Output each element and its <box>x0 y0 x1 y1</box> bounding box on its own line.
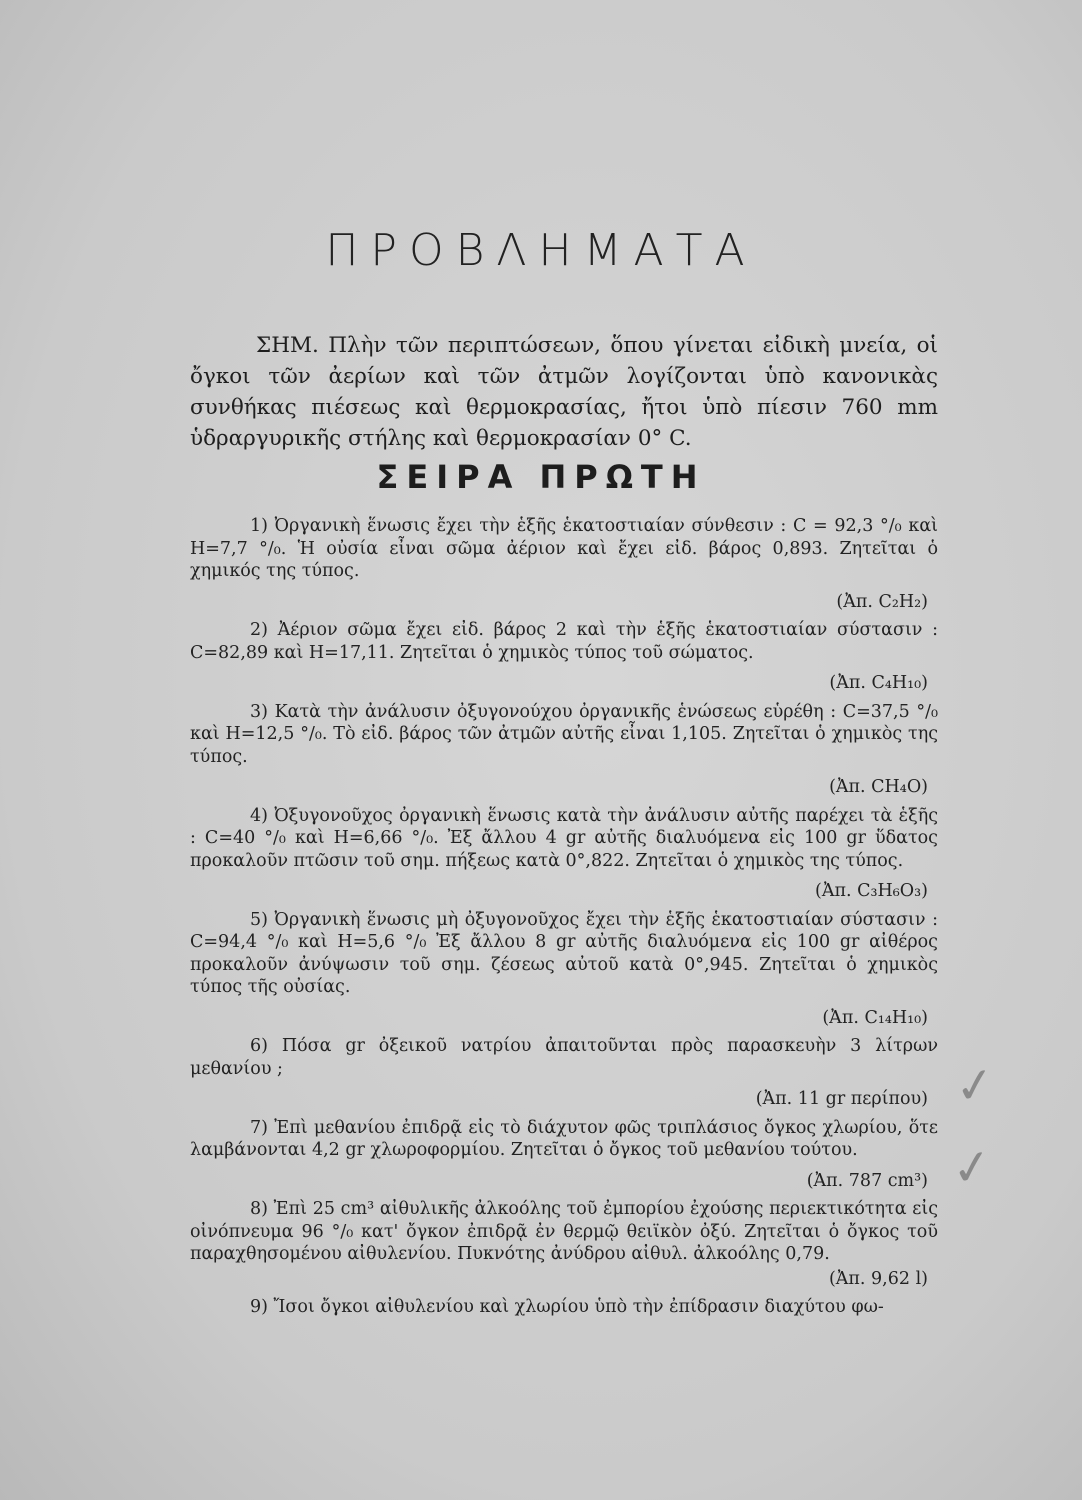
problem-text: 7) Ἐπὶ μεθανίου ἐπιδρᾷ εἰς τὸ διάχυτον φῶς τριπλάσιος ὄγκος χλωρίου, ὅτε λαμβάνονται 4,2 gr χλωροφορμίου. Ζητεῖται ὁ ὄγκος τοῦ μεθανίου τούτου. <box>190 1117 938 1160</box>
pencil-check-mark-icon: ✓ <box>951 1055 999 1117</box>
problem-text: 1) Ὀργανικὴ ἕνωσις ἔχει τὴν ἑξῆς ἑκατοστιαίαν σύνθεσιν : C = 92,3 °/₀ καὶ H=7,7 °/₀. Ἡ οὐσία εἶναι σῶμα ἀέριον καὶ ἔχει εἰδ. βάρος 0,893. Ζητεῖται ὁ χημικός της τύπος. <box>190 516 938 581</box>
problem-9 <box>190 1296 938 1319</box>
problem-answer: (Ἀπ. 11 gr περίπου) <box>755 1089 928 1109</box>
problem-5 <box>190 909 938 1030</box>
series-heading: ΣΕΙΡΑ ΠΡΩΤΗ <box>376 458 706 496</box>
problem-3 <box>190 701 938 799</box>
problem-1 <box>190 515 938 613</box>
problem-8 <box>190 1198 938 1290</box>
problem-6 <box>190 1035 938 1111</box>
problem-2 <box>190 619 938 695</box>
problem-answer: (Ἀπ. C₂H₂) <box>836 591 928 612</box>
pencil-check-mark-icon: ✓ <box>948 1137 996 1199</box>
problem-text: 3) Κατὰ τὴν ἀνάλυσιν ὀξυγονούχου ὀργανικῆς ἑνώσεως εὑρέθη : C=37,5 °/₀ καὶ H=12,5 °/₀. Τὸ εἰδ. βάρος τῶν ἀτμῶν αὐτῆς εἶναι 1,105. Ζητεῖται ὁ χημικὸς της τύπος. <box>190 701 938 767</box>
problem-answer: (Ἀπ. C₄H₁₀) <box>829 673 928 693</box>
problem-4 <box>190 805 938 903</box>
problem-text: 9) Ἴσοι ὄγκοι αἰθυλενίου καὶ χλωρίου ὑπὸ τὴν ἐπίδρασιν διαχύτου φω- <box>250 1297 884 1317</box>
problem-text: 5) Ὀργανικὴ ἕνωσις μὴ ὀξυγονοῦχος ἔχει τὴν ἑξῆς ἑκατοστιαίαν σύστασιν : C=94,4 °/₀ καὶ H=5,6 °/₀ Ἐξ ἄλλου 8 gr αὐτῆς διαλυόμενα εἰς 100 gr αἰθέρος προκαλοῦν ἀνύψωσιν τοῦ σημ. ζέσεως αὐτοῦ κατὰ 0°,945. Ζητεῖται ὁ χημικὸς τύπος τῆς οὐσίας. <box>190 909 938 997</box>
problem-7 <box>190 1117 938 1193</box>
problem-answer: (Ἀπ. C₃H₆O₃) <box>815 881 928 901</box>
note-paragraph: ΣΗΜ. Πλὴν τῶν περιπτώσεων, ὅπου γίνεται εἰδικὴ μνεία, οἱ ὄγκοι τῶν ἀερίων καὶ τῶν ἀτμῶν λογίζονται ὑπὸ κανονικὰς συνθήκας πιέσεως καὶ θερμοκρασίας, ἤτοι ὑπὸ πίεσιν 760 mm ὑδραργυρικῆς στήλης καὶ θερμοκρασίαν 0° C. <box>190 332 938 451</box>
problem-text: 8) Ἐπὶ 25 cm³ αἰθυλικῆς ἀλκοόλης τοῦ ἐμπορίου ἐχούσης περιεκτικότητα εἰς οἰνόπνευμα 96 °/₀ κατ' ὄγκον ἐπιδρᾷ ἐν θερμῷ θειϊκὸν ὀξύ. Ζητεῖται ὁ ὄγκος τοῦ παραχθησομένου αἰθυλενίου. Πυκνότης ἀνύδρου αἰθυλ. ἀλκοόλης 0,79. <box>190 1199 938 1264</box>
problem-answer: (Ἀπ. CH₄O) <box>829 777 928 797</box>
problem-answer: (Ἀπ. 9,62 l) <box>828 1268 928 1289</box>
problem-text: 6) Πόσα gr ὀξεικοῦ νατρίου ἀπαιτοῦνται πρὸς παρασκευὴν 3 λίτρων μεθανίου ; <box>190 1036 938 1079</box>
problem-list <box>190 515 938 1319</box>
problem-answer: (Ἀπ. C₁₄H₁₀) <box>822 1007 928 1028</box>
problem-text: 4) Ὀξυγονοῦχος ὀργανικὴ ἕνωσις κατὰ τὴν ἀνάλυσιν αὐτῆς παρέχει τὰ ἑξῆς : C=40 °/₀ καὶ H=6,66 °/₀. Ἐξ ἄλλου 4 gr αὐτῆς διαλυόμενα εἰς 100 gr ὕδατος προκαλοῦν πτῶσιν τοῦ σημ. πήξεως κατὰ 0°,822. Ζητεῖται ὁ χημικὸς της τύπος. <box>190 805 938 871</box>
problem-text: 2) Ἀέριον σῶμα ἔχει εἰδ. βάρος 2 καὶ τὴν ἑξῆς ἑκατοστιαίαν σύστασιν : C=82,89 καὶ H=17,11. Ζητεῖται ὁ χημικὸς τύπος τοῦ σώματος. <box>190 620 938 663</box>
page-title: ΠΡΟΒΛΗΜΑΤΑ <box>325 225 757 276</box>
problem-answer: (Ἀπ. 787 cm³) <box>806 1170 928 1191</box>
